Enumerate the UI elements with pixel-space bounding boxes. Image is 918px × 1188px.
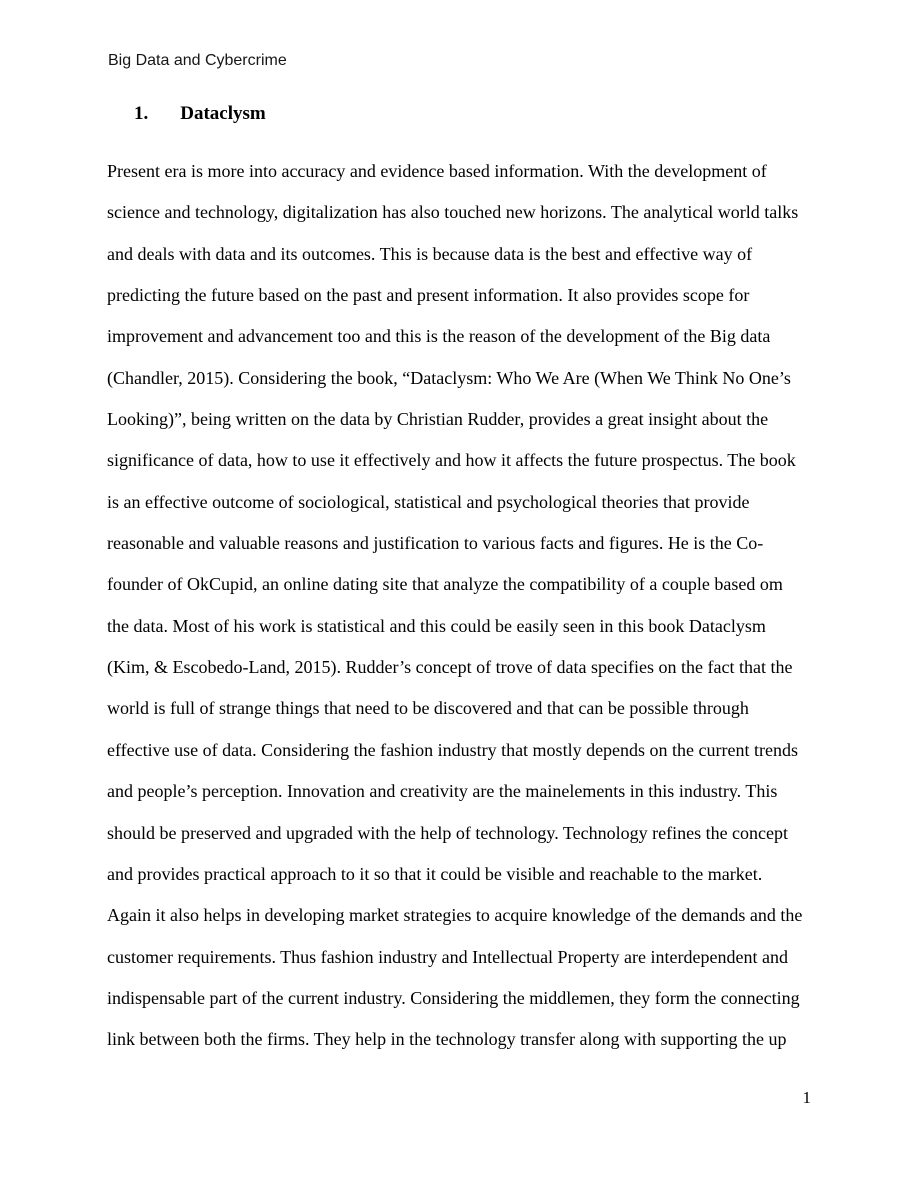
body-text-line: should be preserved and upgraded with the help of technology. Technology refines the concept bbox=[107, 822, 789, 843]
body-text-line: founder of OkCupid, an online dating site that analyze the compatibility of a couple based om bbox=[107, 574, 783, 595]
body-text-line: is an effective outcome of sociological, statistical and psychological theories that provide bbox=[107, 491, 750, 512]
body-text-line: and people’s perception. Innovation and creativity are the mainelements in this industry. This bbox=[107, 781, 778, 802]
body-text-line: the data. Most of his work is statistical and this could be easily seen in this book Dataclysm bbox=[107, 615, 766, 636]
body-text-line: Present era is more into accuracy and evidence based information. With the development of bbox=[107, 161, 767, 181]
body-text-line: Looking)”, being written on the data by Christian Rudder, provides a great insight about the bbox=[107, 409, 769, 430]
body-text-line: improvement and advancement too and this is the reason of the development of the Big data bbox=[107, 326, 771, 347]
body-paragraph bbox=[107, 151, 819, 1061]
body-text-line: customer requirements. Thus fashion industry and Intellectual Property are interdependent and bbox=[107, 946, 788, 967]
body-text-line: link between both the firms. They help in the technology transfer along with supporting the up bbox=[107, 1029, 787, 1050]
body-text-line: and deals with data and its outcomes. This is because data is the best and effective way of bbox=[107, 243, 753, 264]
body-text-line: world is full of strange things that need to be discovered and that can be possible through bbox=[107, 698, 749, 719]
heading-number: 1. bbox=[134, 103, 149, 124]
body-text-line: reasonable and valuable reasons and justification to various facts and figures. He is the Co- bbox=[107, 533, 764, 554]
section-heading bbox=[134, 103, 266, 125]
body-text-line: significance of data, how to use it effectively and how it affects the future prospectus. The book bbox=[107, 450, 796, 471]
body-text-line: Again it also helps in developing market strategies to acquire knowledge of the demands and the bbox=[107, 905, 803, 926]
body-text-line: science and technology, digitalization has also touched new horizons. The analytical world talks bbox=[107, 202, 799, 223]
heading-title: Dataclysm bbox=[180, 103, 266, 124]
page-number: 1 bbox=[802, 1088, 811, 1107]
body-text-line: (Chandler, 2015). Considering the book, “Dataclysm: Who We Are (When We Think No One’s bbox=[107, 367, 791, 388]
body-text-line: and provides practical approach to it so that it could be visible and reachable to the market. bbox=[107, 863, 763, 884]
body-text-line: indispensable part of the current industry. Considering the middlemen, they form the connecting bbox=[107, 987, 800, 1008]
body-text-line: effective use of data. Considering the fashion industry that mostly depends on the current trends bbox=[107, 739, 798, 760]
body-text-line: predicting the future based on the past and present information. It also provides scope for bbox=[107, 285, 750, 306]
body-text-line: (Kim, & Escobedo-Land, 2015). Rudder’s concept of trove of data specifies on the fact that the bbox=[107, 657, 793, 678]
running-header: Big Data and Cybercrime bbox=[108, 52, 287, 69]
